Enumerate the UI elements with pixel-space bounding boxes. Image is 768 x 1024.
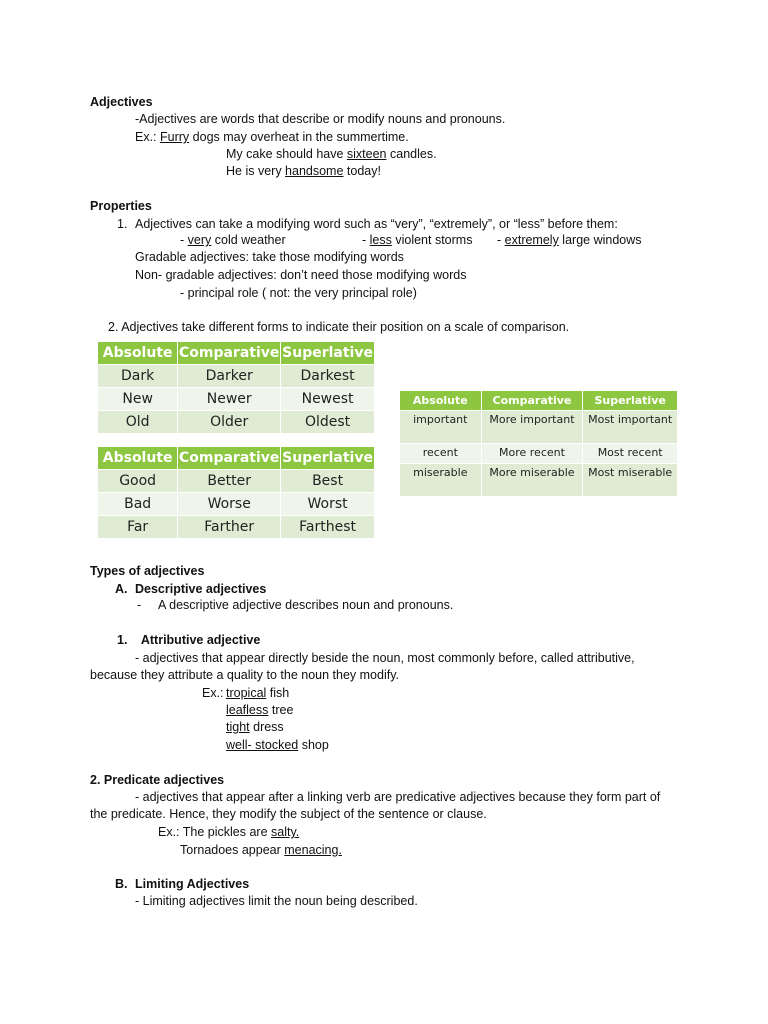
table-cell: Most recent xyxy=(583,444,678,464)
table-cell: important xyxy=(400,411,482,444)
comparison-table-irregular xyxy=(97,446,375,539)
example-line-3 xyxy=(226,164,381,179)
dash: - xyxy=(362,233,370,247)
table-header: Comparative xyxy=(178,447,281,470)
example-pre: Tornadoes appear xyxy=(180,843,285,857)
table-header: Absolute xyxy=(98,447,178,470)
property-item-1: Adjectives can take a modifying word such as “very”, “extremely”, or “less” before them: xyxy=(135,217,618,231)
dash: - xyxy=(497,233,505,247)
table-cell: recent xyxy=(400,444,482,464)
property-example-b xyxy=(362,233,472,248)
table-cell: Farther xyxy=(178,516,281,539)
example-word: handsome xyxy=(285,164,344,178)
example-word: salty. xyxy=(271,825,300,839)
table-cell: Darkest xyxy=(281,365,375,388)
example-word: well- stocked xyxy=(226,738,299,752)
table-cell: New xyxy=(98,388,178,411)
table-row xyxy=(400,411,678,444)
attributive-line-1: - adjectives that appear directly beside the noun, most commonly before, called attributive, xyxy=(135,651,635,665)
example-word: sixteen xyxy=(346,147,387,161)
example-pre: He is very xyxy=(226,164,286,178)
section-heading-adjectives: Adjectives xyxy=(90,95,153,109)
table-cell: Dark xyxy=(98,365,178,388)
table-cell: miserable xyxy=(400,464,482,497)
example-prefix: Ex.: xyxy=(135,130,161,144)
table-row xyxy=(98,365,375,388)
example-word: Furry xyxy=(160,130,190,144)
table-row xyxy=(98,388,375,411)
example-rest: today! xyxy=(343,164,381,178)
principal-example: - principal role ( not: the very principal role) xyxy=(180,286,417,300)
gradable-text: Gradable adjectives: take those modifying words xyxy=(135,250,404,264)
example-word: extremely xyxy=(504,233,559,247)
table-cell: Older xyxy=(178,411,281,434)
example-word: very xyxy=(187,233,212,247)
comparison-table-regular xyxy=(97,341,375,434)
attributive-example xyxy=(226,738,329,753)
example-rest: shop xyxy=(298,738,329,752)
example-rest: large windows xyxy=(558,233,642,247)
table-cell: More miserable xyxy=(481,464,583,497)
table-cell: Bad xyxy=(98,493,178,516)
limiting-definition: - Limiting adjectives limit the noun being described. xyxy=(135,894,418,908)
list-label-a: A. xyxy=(115,582,128,596)
table-header: Comparative xyxy=(481,391,583,411)
table-row xyxy=(98,493,375,516)
section-heading-properties: Properties xyxy=(90,199,152,213)
comparison-table-multisyllable xyxy=(399,390,678,497)
example-word: menacing. xyxy=(284,843,342,857)
table-row xyxy=(98,470,375,493)
table-header: Superlative xyxy=(281,342,375,365)
example-rest: violent storms xyxy=(391,233,473,247)
example-line-2 xyxy=(226,147,437,162)
property-example-a xyxy=(180,233,286,248)
attributive-example xyxy=(226,686,289,701)
attributive-line-2: because they attribute a quality to the noun they modify. xyxy=(90,668,399,682)
predicate-example-1 xyxy=(158,825,299,840)
table-row xyxy=(98,411,375,434)
table-header-row xyxy=(98,447,375,470)
table-header: Superlative xyxy=(281,447,375,470)
table-cell: Most important xyxy=(583,411,678,444)
dash: - xyxy=(180,233,188,247)
definition-text: -Adjectives are words that describe or modify nouns and pronouns. xyxy=(135,112,506,126)
attributive-example-prefix: Ex.: xyxy=(202,686,224,700)
list-number: 1. xyxy=(117,217,128,231)
table-row xyxy=(98,516,375,539)
table-cell: Better xyxy=(178,470,281,493)
subheading-descriptive: Descriptive adjectives xyxy=(135,582,267,596)
table-cell: Farthest xyxy=(281,516,375,539)
table-cell: Far xyxy=(98,516,178,539)
table-header: Absolute xyxy=(98,342,178,365)
dash: - xyxy=(137,598,142,612)
example-word: less xyxy=(369,233,392,247)
property-item-2: 2. Adjectives take different forms to indicate their position on a scale of comparison. xyxy=(108,320,570,334)
example-rest: cold weather xyxy=(211,233,286,247)
table-cell: More important xyxy=(481,411,583,444)
table-header: Absolute xyxy=(400,391,482,411)
list-label-b: B. xyxy=(115,877,128,891)
predicate-example-2 xyxy=(180,843,342,858)
table-cell: Newest xyxy=(281,388,375,411)
table-cell: More recent xyxy=(481,444,583,464)
table-header-row xyxy=(400,391,678,411)
example-word: tight xyxy=(226,720,250,734)
subheading-predicate: 2. Predicate adjectives xyxy=(90,773,225,787)
table-cell: Worse xyxy=(178,493,281,516)
example-pre: Ex.: The pickles are xyxy=(158,825,272,839)
table-cell: Old xyxy=(98,411,178,434)
example-rest: candles. xyxy=(386,147,437,161)
property-example-c xyxy=(497,233,642,248)
example-rest: tree xyxy=(268,703,294,717)
example-pre: My cake should have xyxy=(226,147,347,161)
predicate-line-1: - adjectives that appear after a linking verb are predicative adjectives because they form part of xyxy=(135,790,661,804)
descriptive-definition: A descriptive adjective describes noun and pronouns. xyxy=(158,598,454,612)
example-rest: dogs may overheat in the summertime. xyxy=(189,130,409,144)
table-header: Comparative xyxy=(178,342,281,365)
example-word: leafless xyxy=(226,703,269,717)
attributive-example xyxy=(226,720,284,735)
example-rest: dress xyxy=(249,720,284,734)
example-line-1 xyxy=(135,130,409,145)
table-cell: Good xyxy=(98,470,178,493)
non-gradable-text: Non- gradable adjectives: don’t need those modifying words xyxy=(135,268,467,282)
predicate-line-2: the predicate. Hence, they modify the subject of the sentence or clause. xyxy=(90,807,487,821)
table-cell: Worst xyxy=(281,493,375,516)
table-header-row xyxy=(98,342,375,365)
table-cell: Newer xyxy=(178,388,281,411)
attributive-example xyxy=(226,703,293,718)
table-row xyxy=(400,464,678,497)
table-cell: Most miserable xyxy=(583,464,678,497)
subheading-limiting: Limiting Adjectives xyxy=(135,877,250,891)
example-rest: fish xyxy=(266,686,290,700)
table-row xyxy=(400,444,678,464)
table-cell: Best xyxy=(281,470,375,493)
section-heading-types: Types of adjectives xyxy=(90,564,205,578)
table-cell: Oldest xyxy=(281,411,375,434)
example-word: tropical xyxy=(226,686,267,700)
table-cell: Darker xyxy=(178,365,281,388)
subheading-attributive: 1. Attributive adjective xyxy=(117,633,261,647)
table-header: Superlative xyxy=(583,391,678,411)
